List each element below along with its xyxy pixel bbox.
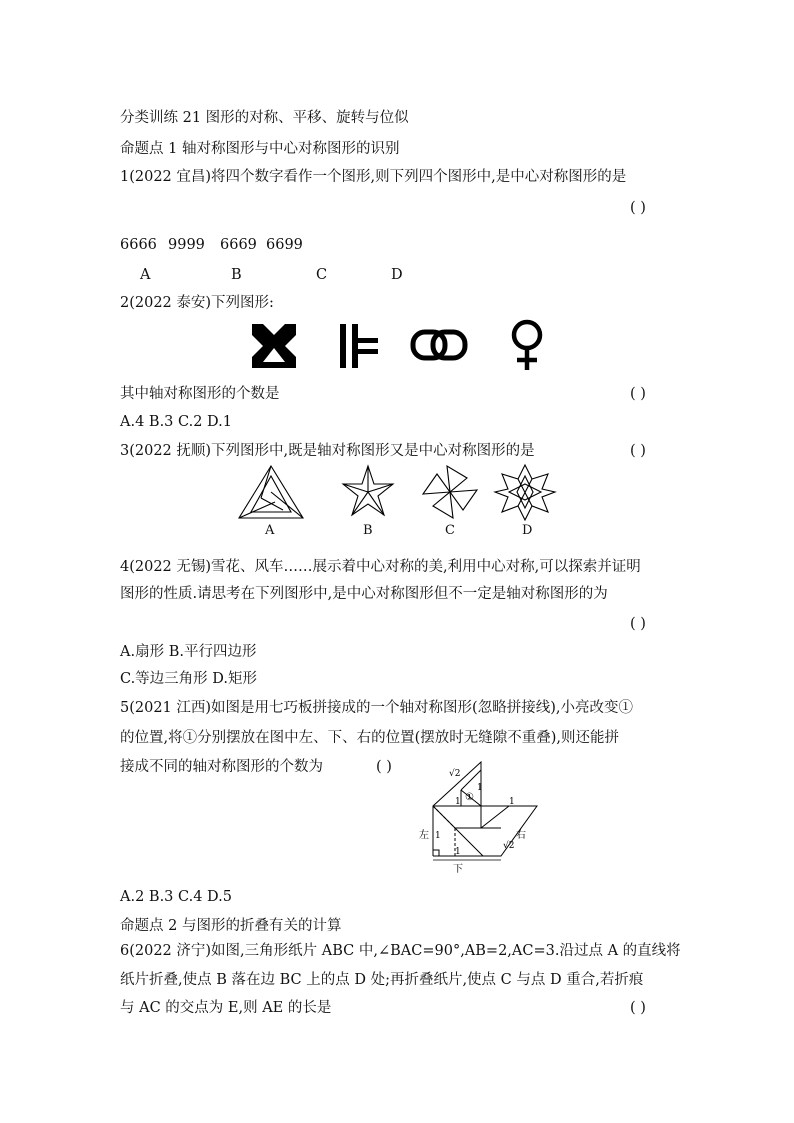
q5-label-left: 左 bbox=[419, 830, 429, 841]
q3-letter-a: A bbox=[265, 523, 275, 538]
q2-question: 其中轴对称图形的个数是 bbox=[120, 386, 280, 402]
q3-figure-a bbox=[239, 466, 303, 518]
q3-figure-d bbox=[495, 465, 555, 520]
q1-letter-b: B bbox=[231, 267, 242, 283]
q1-option-a-number: 6666 bbox=[120, 237, 157, 253]
q3-figure-b bbox=[343, 466, 393, 515]
q4-options-line-1: A.扇形 B.平行四边形 bbox=[120, 644, 257, 660]
q3-figure-c bbox=[423, 466, 477, 518]
q5-label-sqrt2-top: √2 bbox=[449, 769, 461, 779]
q2-figure-1 bbox=[252, 324, 296, 368]
q6-line-1: 6(2022 济宁)如图,三角形纸片 ABC 中,∠BAC=90°,AB=2,AC=3.沿过点 A 的直线将 bbox=[120, 943, 681, 959]
q6-answer-paren: ( ) bbox=[630, 1000, 646, 1016]
q5-line-2: 的位置,将①分别摆放在图中左、下、右的位置(摆放时无缝隙不重叠),则还能拼 bbox=[120, 730, 620, 746]
topic-heading-1: 命题点 1 轴对称图形与中心对称图形的识别 bbox=[120, 141, 400, 157]
q3-letter-b: B bbox=[363, 523, 373, 538]
q4-answer-paren: ( ) bbox=[630, 616, 646, 632]
q6-line-2: 纸片折叠,使点 B 落在边 BC 上的点 D 处;再折叠纸片,使点 C 与点 D 重合,若折痕 bbox=[120, 972, 644, 988]
q2-answer-paren: ( ) bbox=[630, 386, 646, 402]
q5-line-3: 接成不同的轴对称图形的个数为 bbox=[120, 759, 323, 775]
q5-label-sqrt2-b: √2 bbox=[503, 841, 515, 851]
q6-line-3: 与 AC 的交点为 E,则 AE 的长是 bbox=[120, 1000, 332, 1016]
q1-letter-a: A bbox=[140, 267, 151, 283]
q1-letter-d: D bbox=[391, 267, 403, 283]
q5-label-1a: 1 bbox=[477, 783, 483, 793]
q5-options: A.2 B.3 C.4 D.5 bbox=[120, 889, 232, 905]
q5-label-1b: 1 bbox=[455, 797, 461, 807]
q5-label-1d: 1 bbox=[435, 831, 441, 841]
q4-line-1: 4(2022 无锡)雪花、风车……展示着中心对称的美,利用中心对称,可以探索并证明 bbox=[120, 559, 641, 575]
q2-options: A.4 B.3 C.2 D.1 bbox=[120, 414, 232, 430]
q1-option-b-number: 9999 bbox=[168, 237, 205, 253]
q3-letter-c: C bbox=[445, 523, 455, 538]
q1-text: 1(2022 宜昌)将四个数字看作一个图形,则下列四个图形中,是中心对称图形的是 bbox=[120, 169, 627, 185]
q3-answer-paren: ( ) bbox=[630, 443, 646, 459]
q3-letter-d: D bbox=[522, 523, 533, 538]
q1-letter-c: C bbox=[316, 267, 328, 283]
q3-figures bbox=[235, 462, 565, 522]
q1-answer-paren: ( ) bbox=[630, 200, 646, 216]
q2-figures bbox=[245, 318, 555, 372]
q1-option-c-number: 6669 bbox=[220, 237, 257, 253]
q2-text: 2(2022 泰安)下列图形: bbox=[120, 295, 274, 311]
q3-text: 3(2022 抚顺)下列图形中,既是轴对称图形又是中心对称图形的是 bbox=[120, 443, 535, 459]
q2-figure-3 bbox=[413, 332, 465, 358]
q5-label-circle1: ① bbox=[465, 792, 474, 803]
page-title: 分类训练 21 图形的对称、平移、旋转与位似 bbox=[120, 110, 409, 126]
q2-figure-4 bbox=[514, 322, 540, 370]
q5-label-down: 下 bbox=[453, 864, 463, 875]
q5-line-1: 5(2021 江西)如图是用七巧板拼接成的一个轴对称图形(忽略拼接线),小亮改变① bbox=[120, 700, 633, 716]
q5-tangram-figure bbox=[415, 760, 545, 876]
q4-line-2: 图形的性质.请思考在下列图形中,是中心对称图形但不一定是轴对称图形的为 bbox=[120, 586, 608, 602]
q5-label-1c: 1 bbox=[509, 797, 515, 807]
q2-figure-2 bbox=[340, 324, 378, 368]
q1-option-d-number: 6699 bbox=[266, 237, 303, 253]
q4-options-line-2: C.等边三角形 D.矩形 bbox=[120, 671, 258, 687]
q5-label-right: 右 bbox=[516, 830, 526, 841]
q5-answer-paren: ( ) bbox=[376, 759, 392, 775]
q5-label-1e: 1 bbox=[455, 847, 461, 857]
topic-heading-2: 命题点 2 与图形的折叠有关的计算 bbox=[120, 918, 342, 934]
